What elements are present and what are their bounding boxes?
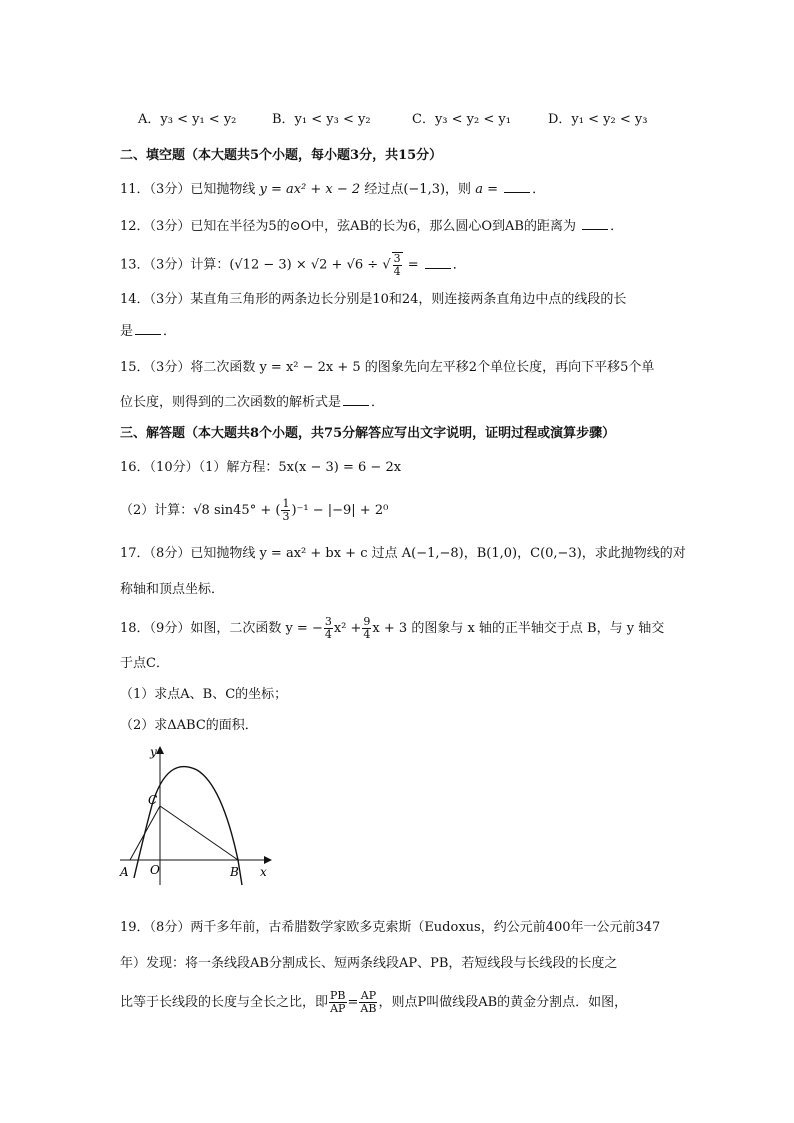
answer-blank[interactable] <box>425 256 451 269</box>
question-18-line1: 18．（9分）如图，二次函数 y = − $\frac{3}{4}$ x² + $\frac{9}{4}$ x + 3 的图象与 x 轴的正半轴交于点 B，与 y 轴交 <box>120 615 665 641</box>
answer-blank[interactable] <box>135 322 161 335</box>
x-axis-arrow <box>264 856 272 864</box>
label-o: O <box>150 863 160 877</box>
option-c: C．y₃ < y₂ < y₁ <box>412 112 511 127</box>
question-19-line2: 年）发现：将一条线段AB分割成长、短两条线段AP、PB，若短线段与长线段的长度之 <box>120 956 618 971</box>
question-15-line2: 位长度，则得到的二次函数的解析式是 ． <box>120 395 385 410</box>
fraction: $\frac{AP}{AB}$ <box>360 989 377 1015</box>
label-b: B <box>230 865 239 879</box>
y-axis-arrow <box>156 746 164 754</box>
question-19-line1: 19．（8分）两千多年前，古希腊数学家欧多克索斯（Eudoxus，约公元前400年一公元前347 <box>120 920 661 935</box>
question-16-part2: （2）计算：√8 sin45° + ( $\frac{1}{3}$ )⁻¹ − |−9| + 2⁰ <box>120 497 389 523</box>
question-17-line2: 称轴和顶点坐标． <box>120 582 225 597</box>
question-15-line1: 15．（3分）将二次函数 y = x² − 2x + 5 的图象先向左平移2个单位长度，再向下平移5个单 <box>120 360 655 375</box>
question-14-line1: 14．（3分）某直角三角形的两条边长分别是10和24，则连接两条直角边中点的线段的长 <box>120 292 627 307</box>
question-16-part1: 16．（10分）（1）解方程：5x(x − 3) = 6 − 2x <box>120 460 402 475</box>
question-12: 12．（3分）已知在半径为5的⊙O中，弦AB的长为6，那么圆心O到AB的距离为 ． <box>120 219 624 234</box>
question-18-sub1: （1）求点A、B、C的坐标； <box>120 687 288 702</box>
option-a: A．y₃ < y₁ < y₂ <box>138 112 237 127</box>
fraction: $\frac{1}{3}$ <box>282 497 290 523</box>
fraction: $\frac{PB}{AP}$ <box>330 989 346 1015</box>
parabola-figure <box>112 740 282 890</box>
section3-title: 三、解答题（本大题共8个小题，共75分解答应写出文字说明，证明过程或演算步骤） <box>120 426 616 441</box>
answer-blank[interactable] <box>343 393 369 406</box>
segment-ac <box>130 806 160 860</box>
label-y: y <box>150 745 157 759</box>
option-b: B．y₁ < y₃ < y₂ <box>272 112 371 127</box>
answer-blank[interactable] <box>504 180 530 193</box>
question-17-line1: 17．（8分）已知抛物线 y = ax² + bx + c 过点 A(−1,−8)，B(1,0)，C(0,−3)，求此抛物线的对 <box>120 546 686 561</box>
label-x: x <box>260 865 267 879</box>
label-a: A <box>120 865 129 879</box>
fraction: $\frac{9}{4}$ <box>363 615 371 641</box>
question-14-line2: 是 ． <box>120 324 177 339</box>
question-19-line3: 比等于长线段的长度与全长之比，即 $\frac{PB}{AP}$ = $\frac{AP}{AB}$ ，则点P叫做线段AB的黄金分割点．如图， <box>120 989 628 1015</box>
option-d: D．y₁ < y₂ < y₃ <box>548 112 648 127</box>
question-13: 13．（3分）计算：(√12 − 3) × √2 + √6 ÷ √ $\frac{3}{4}$ = ． <box>120 252 466 278</box>
section2-title: 二、填空题（本大题共5个小题，每小题3分，共15分） <box>120 148 443 163</box>
fraction: $\frac{3}{4}$ <box>324 615 332 641</box>
question-11: 11．（3分）已知抛物线 y = ax² + x − 2 经过点(−1,3)，则 a = ． <box>120 182 546 197</box>
fraction: $\frac{3}{4}$ <box>393 252 401 278</box>
question-18-sub2: （2）求ΔABC的面积． <box>120 718 258 733</box>
answer-blank[interactable] <box>582 217 608 230</box>
segment-cb <box>160 806 238 860</box>
label-c: C <box>148 793 158 807</box>
question-18-line2: 于点C． <box>120 656 169 671</box>
